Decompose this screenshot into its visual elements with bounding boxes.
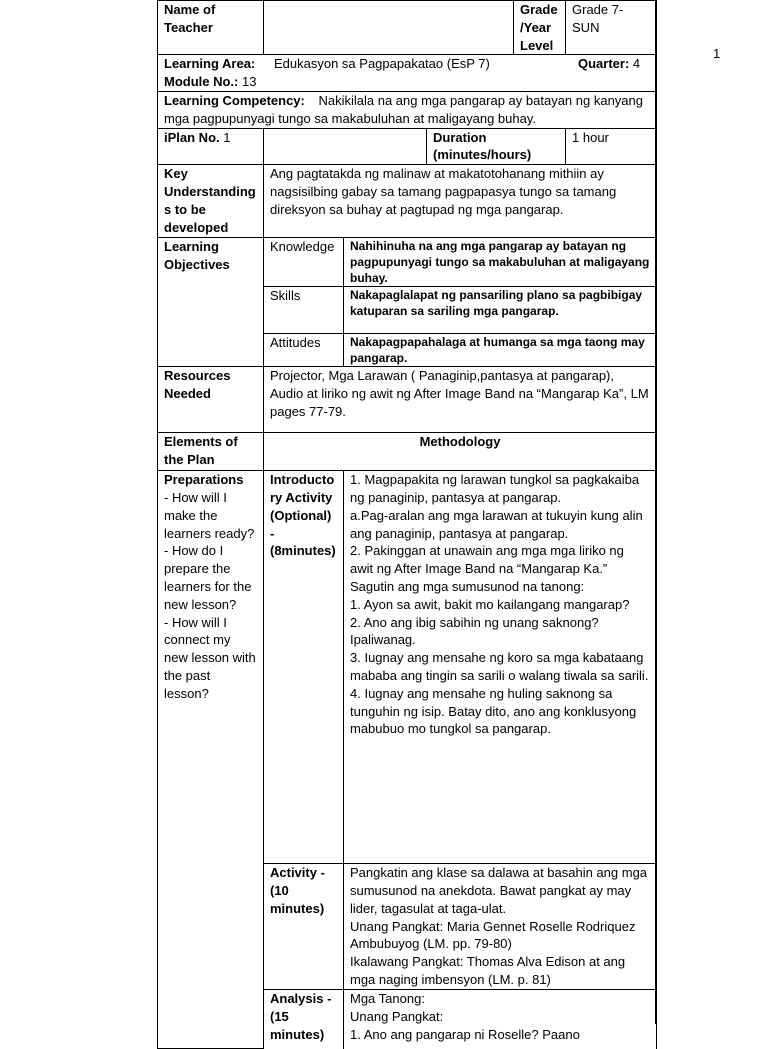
- competency-row: [158, 91, 657, 128]
- quarter-label: Quarter:: [578, 56, 630, 72]
- duration-value: 1 hour: [566, 128, 657, 165]
- iplan-cell: [158, 128, 264, 165]
- competency-value: Nakikilala na ang mga pangarap ay batayan ng kanyang mga pagpupunyagi tungo sa makabuluhan at maligayang buhay.: [164, 92, 643, 126]
- attitudes-text: Nakapagpapahalaga at humanga sa mga taong may pangarap.: [344, 334, 657, 367]
- introductory-label: Introductory Activity (Optional) -(8minutes): [264, 471, 344, 864]
- learning-area-label: Learning Area:: [164, 56, 256, 72]
- knowledge-label: Knowledge: [264, 238, 344, 287]
- module-value: 13: [242, 74, 257, 90]
- objectives-label: Learning Objectives: [158, 238, 264, 367]
- lesson-plan-table: [157, 0, 657, 1049]
- grade-label: Grade/Year Level: [514, 1, 566, 55]
- iplan-value: 1: [223, 129, 231, 145]
- activity-text: Pangkatin ang klase sa dalawa at basahin ang mga sumusunod na anekdota. Bawat pangkat ay may lider, tagasulat at taga-ulat. Unang Pangkat: Maria Gennet Roselle Rodriquez Ambubuyog (LM. pp. 79-80) Ikalawang Pangkat: Thomas Alva Edison at ang mga naging imbensyon (LM. p. 81): [344, 864, 657, 990]
- attitudes-label: Attitudes: [264, 334, 344, 367]
- introductory-text: 1. Magpapakita ng larawan tungkol sa pagkakaiba ng panaginip, pantasya at pangarap. a.Pag-aralan ang mga larawan at tukuyin kung alin ang panaginip, pantasya at pangarap. 2. Pakinggan at unawain ang mga mga liriko ng awit ng After Image Band na “Mangarap Ka.” Sagutin ang mga sumusunod na tanong: 1. Ayon sa awit, bakit mo kailangang mangarap? 2. Ano ang ibig sabihin ng unang saknong? Ipaliwanag. 3. Iugnay ang mensahe ng koro sa mga kabataang mababa ang tingin sa sarili o walang tiwala sa sarili. 4. Iugnay ang mensahe ng huling saknong sa tunguhin ng isip. Batay dito, ano ang konklusyong mabubuo mo tungkol sa pangarap.: [344, 471, 657, 864]
- skills-text: Nakapaglalapat ng pansariling plano sa pagbibigay katuparan sa sariling mga pangarap.: [344, 287, 657, 334]
- analysis-label: Analysis -(15 minutes): [264, 990, 344, 1049]
- learning-area-value: Edukasyon sa Pagpapakatao (EsP 7): [274, 56, 490, 72]
- key-understandings-text: Ang pagtatakda ng malinaw at makatotohanang mithiin ay nagsisilbing gabay sa tamang pagpapasya tungo sa tamang direksyon sa buhay at pagtupad ng mga pangarap.: [264, 165, 657, 238]
- preparations-cell: [158, 471, 264, 1049]
- competency-label: Learning Competency:: [164, 92, 305, 108]
- knowledge-text: Nahihinuha na ang mga pangarap ay batayan ng pagpupunyagi tungo sa makabuluhan at maligayang buhay.: [344, 238, 657, 287]
- resources-label: Resources Needed: [158, 367, 264, 433]
- learning-area-row: [158, 55, 657, 92]
- skills-label: Skills: [264, 287, 344, 334]
- duration-label: Duration (minutes/hours): [427, 128, 566, 165]
- elements-label: Elements of the Plan: [158, 433, 264, 471]
- key-understandings-label: Key Understandings to be developed: [158, 165, 264, 238]
- teacher-value: [264, 1, 514, 55]
- activity-label: Activity -(10 minutes): [264, 864, 344, 990]
- iplan-empty: [264, 128, 427, 165]
- quarter-value: 4: [632, 56, 641, 72]
- preparations-label: Preparations: [164, 472, 244, 488]
- grade-value: Grade 7-SUN: [566, 1, 657, 55]
- page-number: 1: [713, 46, 721, 61]
- resources-text: Projector, Mga Larawan ( Panaginip,pantasya at pangarap), Audio at liriko ng awit ng After Image Band na “Mangarap Ka”, LM pages 77-79.: [264, 367, 657, 433]
- iplan-label: iPlan No.: [164, 129, 220, 145]
- teacher-label: Name of Teacher: [158, 1, 264, 55]
- analysis-text: Mga Tanong: Unang Pangkat: 1. Ano ang pangarap ni Roselle? Paano: [344, 990, 657, 1049]
- module-label: Module No.:: [164, 74, 239, 90]
- preparations-text: - How will I make the learners ready? - How do I prepare the learners for the new lesson? - How will I connect my new lesson with the past lesson?: [164, 489, 256, 701]
- methodology-heading: Methodology: [264, 433, 657, 471]
